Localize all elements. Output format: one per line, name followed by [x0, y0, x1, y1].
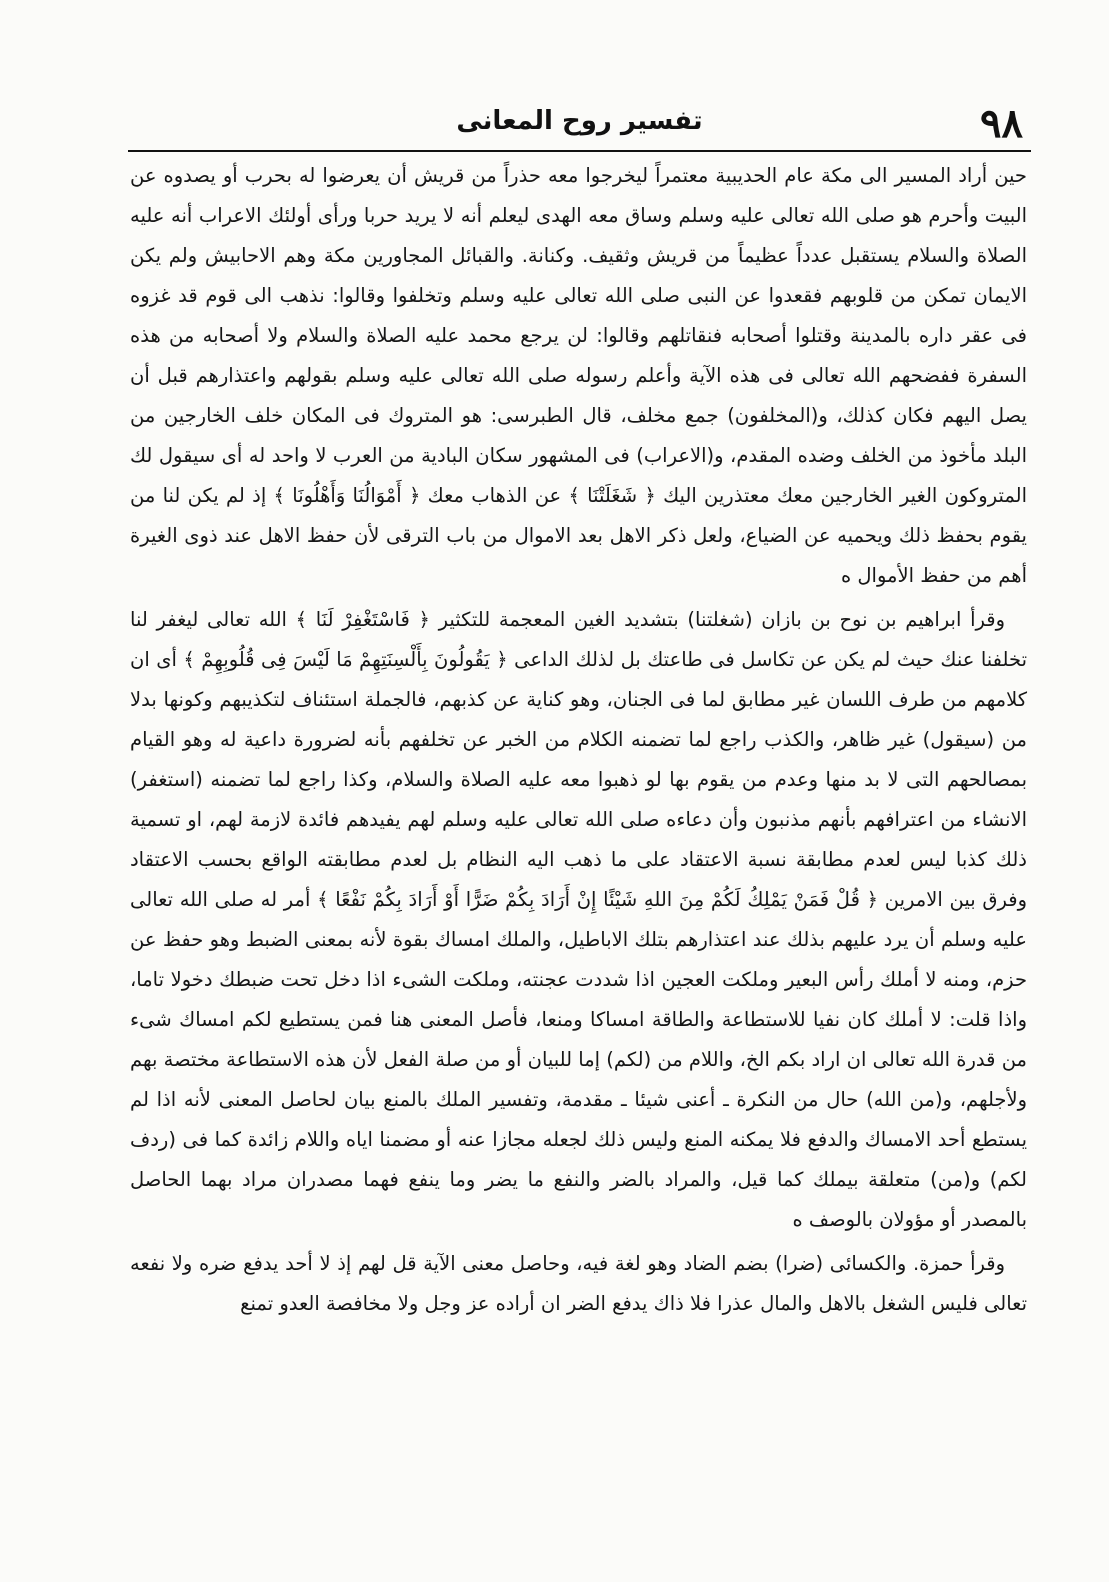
page-header: [128, 98, 1031, 152]
paragraph-3: وقرأ حمزة. والكسائى (ضرا) بضم الضاد وهو لغة فيه، وحاصل معنى الآية قل لهم إذ لا أحد يدفع ضره ولا نفعه تعالى فليس الشغل بالاهل والمال عذرا فلا ذاك يدفع الضر ان أراده عز وجل ولا مخافصة العدو تمنع: [130, 1252, 1027, 1315]
page-number: ٩٨: [980, 100, 1023, 147]
paragraph-2: وقرأ ابراهيم بن نوح بن بازان (شغلتنا) بتشديد الغين المعجمة للتكثير ﴿ فَاسْتَغْفِرْ لَنَا ﴾ الله تعالى ليغفر لنا تخلفنا عنك حيث لم يكن عن تكاسل فى طاعتك بل لذلك الداعى ﴿ يَقُولُونَ بِأَلْسِنَتِهِمْ مَا لَيْسَ فِى قُلُوبِهِمْ ﴾ أى ان كلامهم من طرف اللسان غير مطابق لما فى الجنان، وهو كناية عن كذبهم، فالجملة استئناف لتكذيبهم وكونها بدلا من (سيقول) غير ظاهر، والكذب راجع لما تضمنه الكلام من الخبر عن تخلفهم بأنه لضرورة داعية له وهو القيام بمصالحهم التى لا بد منها وعدم من يقوم بها لو ذهبوا معه عليه الصلاة والسلام، وكذا راجع لما تضمنه (استغفر) الانشاء من اعترافهم بأنهم مذنبون وأن دعاءه صلى الله تعالى عليه وسلم لهم يفيدهم فائدة لازمة لهم، او تسمية ذلك كذبا ليس لعدم مطابقة نسبة الاعتقاد على ما ذهب اليه النظام بل لعدم مطابقته الواقع بحسب الاعتقاد وفرق بين الامرين ﴿ قُلْ فَمَنْ يَمْلِكُ لَكُمْ مِنَ اللهِ شَيْئًا إِنْ أَرَادَ بِكُمْ ضَرًّا أَوْ أَرَادَ بِكُمْ نَفْعًا ﴾ أمر له صلى الله تعالى عليه وسلم أن يرد عليهم بذلك عند اعتذارهم بتلك الاباطيل، والملك امساك بقوة لأنه بمعنى الضبط وهو حفظ عن حزم، ومنه لا أملك رأس البعير وملكت العجين اذا شددت عجنته، وملكت الشىء اذا دخل تحت ضبطك دخولا تاما، واذا قلت: لا أملك كان نفيا للاستطاعة والطاقة امساكا ومنعا، فأصل المعنى هنا فمن يستطيع لكم امساك شىء من قدرة الله تعالى ان اراد بكم الخ، واللام من (لكم) إما للبيان أو من صلة الفعل لأن هذه الاستطاعة مختصة بهم ولأجلهم، و(من الله) حال من النكرة ـ أعنى شيئا ـ مقدمة، وتفسير الملك بالمنع بيان لحاصل المعنى لأنه اذا لم يستطع أحد الامساك والدفع فلا يمكنه المنع وليس ذلك لجعله مجازا عنه أو مضمنا اياه واللام زائدة كما فى (ردف لكم) و(من) متعلقة بيملك كما قيل، والمراد بالضر والنفع ما يضر وما ينفع فهما مصدران مراد بهما الحاصل بالمصدر أو مؤولان بالوصف ه: [130, 608, 1027, 1231]
page-body: [130, 156, 1027, 1542]
running-title: تفسير روح المعانى: [456, 106, 703, 136]
paragraph-1: حين أراد المسير الى مكة عام الحديبية معتمراً ليخرجوا معه حذراً من قريش أن يعرضوا له بحرب أو يصدوه عن البيت وأحرم هو صلى الله تعالى عليه وسلم وساق معه الهدى ليعلم أنه لا يريد حربا ورأى أولئك الاعراب أنه عليه الصلاة والسلام يستقبل عدداً عظيماً من قريش وثقيف. وكنانة. والقبائل المجاورين مكة وهم الاحابيش ولم يكن الايمان تمكن من قلوبهم فقعدوا عن النبى صلى الله تعالى عليه وسلم وتخلفوا وقالوا: نذهب الى قوم قد غزوه فى عقر داره بالمدينة وقتلوا أصحابه فنقاتلهم وقالوا: لن يرجع محمد عليه الصلاة والسلام ولا أصحابه من هذه السفرة ففضحهم الله تعالى فى هذه الآية وأعلم رسوله صلى الله تعالى عليه وسلم بقولهم واعتذارهم قبل أن يصل اليهم فكان كذلك، و(المخلفون) جمع مخلف، قال الطبرسى: هو المتروك فى المكان خلف الخارجين من البلد مأخوذ من الخلف وضده المقدم، و(الاعراب) فى المشهور سكان البادية من العرب لا واحد له أى سيقول لك المتروكون الغير الخارجين معك معتذرين اليك ﴿ شَغَلَتْنَا ﴾ عن الذهاب معك ﴿ أَمْوَالُنَا وَأَهْلُونَا ﴾ إذ لم يكن لنا من يقوم بحفظ ذلك ويحميه عن الضياع، ولعل ذكر الاهل بعد الاموال من باب الترقى لأن حفظ الاهل عند ذوى الغيرة أهم من حفظ الأموال ه: [130, 164, 1027, 587]
